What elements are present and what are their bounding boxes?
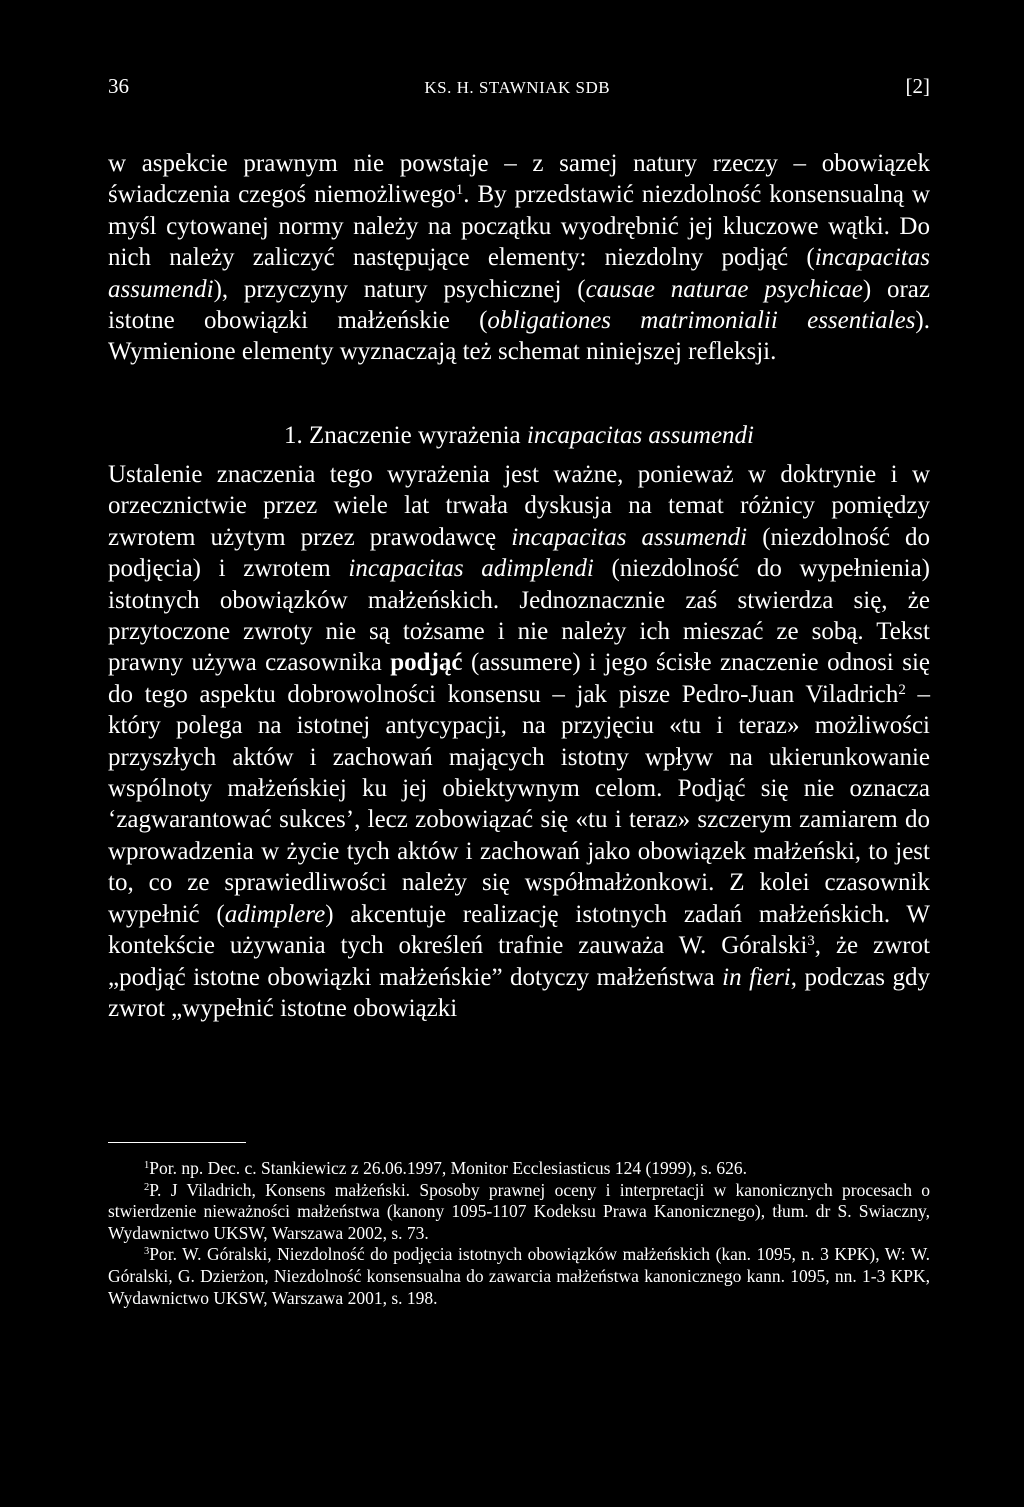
body-text: , podczas gdy zwrot „wypełnić istotne obowiązki [108,963,931,1022]
page-number: 36 [108,74,129,98]
intro-text: ) oraz istotne obowiązki małżeńskie ( [108,275,930,335]
body-text: (assumere) i jego ścisłe znaczenie odnosi się do tego aspektu dobrowolności konsensu – jak pisze Pedro-Juan Viladrich [108,649,930,708]
body-text: (niezdolność do wypełnienia) istotnych obowiązków małżeńskich. Jednoznacznie zaś stwierdza się, że przytoczone zwroty nie są tożsame i nie należy ich mieszać ze sobą. Tekst prawny używa czasownika [108,555,930,677]
body-text: ) akcentuje realizację istotnych zadań małżeńskich. W kontekście używania tych określeń trafnie zauważa W. Góralski [108,900,931,960]
latin-term: incapacitas adimplendi [348,555,594,583]
body-text: – który polega na istotnej antycypacji, na przyjęciu «tu i teraz» możliwości przyszłych aktów i zachowań mających istotny wpływ na ukierunkowanie wspólnoty małżeńskiej ku jej obiektywnym celom. Podjąć się nie oznacza ‘zagwarantować sukces’, lecz zobowiązać się «tu i teraz» szczerym zamiarem do wprowadzenia w życie tych aktów i zachowań jako obowiązek małżeński, to jest to, co ze sprawiedliwości należy się współmałżonkowi. Z kolei czasownik wypełnić ( [108,680,931,928]
body-text: Ustalenie znaczenia tego wyrażenia jest ważne, ponieważ w doktrynie i w orzecznictwie przez wiele lat trwała dyskusja na temat różnicy pomiędzy zwrotem użytym przez prawodawcę [108,461,930,551]
section-title: Znaczenie wyrażenia [309,422,521,449]
footnote-number: 2 [144,1181,150,1193]
intro-text: w aspekcie prawnym nie powstaje – z samej natury rzeczy – obowiązek świadczenia czegoś niemożliwego [108,150,930,209]
latin-term: incapacitas assumendi [511,523,748,551]
body-text: , że zwrot „podjąć istotne obowiązki małżeńskie” dotyczy małżeństwa [108,932,930,991]
section-number: 1. [284,422,303,449]
body-text: (niezdolność do podjęcia) i zwrotem [108,523,930,583]
footnote [108,1244,930,1309]
latin-term: causae naturae psychicae [585,275,863,303]
footnotes [108,1158,930,1309]
footnote-ref-1[interactable]: 1 [455,182,464,199]
latin-term: in fieri [722,963,791,991]
footnote-number: 3 [144,1246,150,1258]
footnote-separator [108,1142,246,1143]
bold-term: podjąć [390,649,463,677]
footnote-number: 1 [144,1160,150,1172]
intro-text: ), przyczyny natury psychicznej ( [213,275,586,303]
running-title: KS. H. STAWNIAK SDB [424,78,611,97]
intro-paragraph [108,148,930,368]
section-title-latin: incapacitas assumendi [526,422,754,449]
footnote-text: Por. np. Dec. c. Stankiewicz z 26.06.1997, Monitor Ecclesiasticus 124 (1999), s. 626. [149,1158,748,1178]
footnote-text: P. J Viladrich, Konsens małżeński. Sposoby prawnej oceny i interpretacji w kanonicznych procesach o stwierdzenie nieważności małżeństwa (kanony 1095-1107 Kodeksu Prawa Kanonicznego), tłum. dr S. Swiaczny, Wydawnictwo UKSW, Warszawa 2002, s. 73. [108,1179,930,1243]
page-header [108,74,930,100]
footnote [108,1158,930,1180]
footnote-ref-3[interactable]: 3 [807,932,815,949]
footnote [108,1180,930,1245]
footnote-ref-2[interactable]: 2 [898,681,906,698]
intro-text: . By przedstawić niezdolność konsensualną w myśl cytowanej normy należy na początku wyodrębnić jej kluczowe wątki. Do nich należy zaliczyć następujące elementy: niezdolny podjąć ( [108,181,930,272]
section-marker: [2] [905,74,930,98]
latin-term: obligationes matrimonialii essentiales [487,307,916,335]
latin-term: adimplere [224,900,326,928]
section-paragraph [108,459,930,1024]
intro-text: ). Wymienione elementy wyznaczają też schemat niniejszej refleksji. [108,307,930,366]
section-heading [108,420,930,451]
footnote-text: Por. W. Góralski, Niezdolność do podjęcia istotnych obowiązków małżeńskich (kan. 1095, n. 3 KPK), W: W. Góralski, G. Dzierżon, Niezdolność konsensualna do zawarcia małżeństwa kanonicznego kann. 1095, nn. 1-3 KPK, Wydawnictwo UKSW, Warszawa 2001, s. 198. [108,1244,930,1308]
latin-term: incapacitas assumendi [108,244,930,303]
